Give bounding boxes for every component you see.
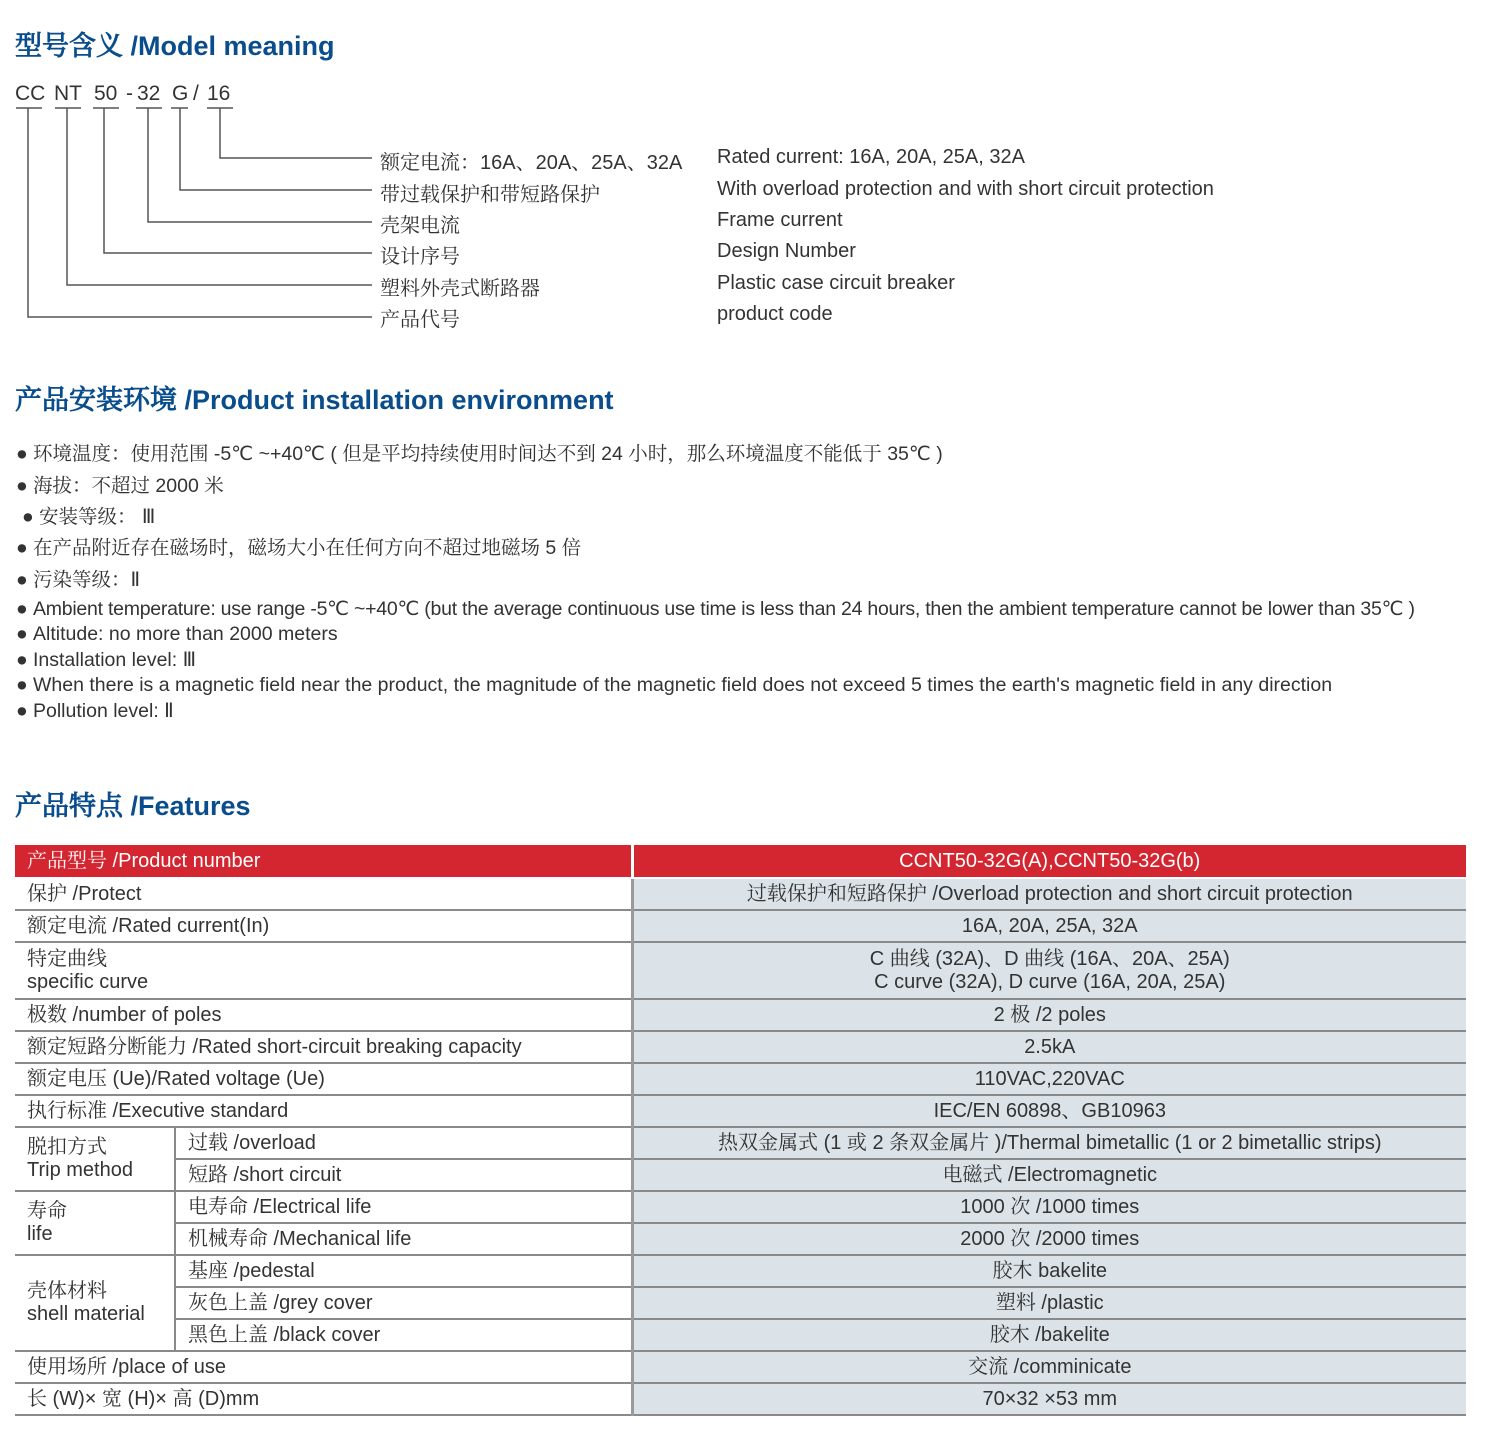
def-product-code-cn: 产品代号 [380, 309, 460, 331]
leader-rated-current [220, 108, 372, 158]
table-row [15, 1191, 1466, 1223]
env-en-text: Installation level: Ⅲ [33, 649, 197, 671]
env-en-text: When there is a magnetic field near the product, the magnitude of the magnetic field does not exceed 5 times the earth's magnetic field in any direction [33, 674, 1333, 696]
trip-label-en: Trip method [27, 1159, 133, 1181]
env-cn-item [16, 438, 943, 466]
bullet-icon: ● [16, 475, 28, 497]
bullet-icon: ● [16, 674, 28, 696]
env-en-item [16, 648, 196, 672]
dimensions-label: 长 (W)× 宽 (H)× 高 (D)mm [15, 1383, 632, 1415]
table-header-row [15, 845, 1466, 878]
env-en-text: Altitude: no more than 2000 meters [33, 623, 338, 645]
table-row [15, 999, 1466, 1031]
black-cover-label: 黑色上盖 /black cover [175, 1319, 632, 1351]
trip-label [15, 1127, 175, 1191]
voltage-label: 额定电压 (Ue)/Rated voltage (Ue) [15, 1063, 632, 1095]
env-cn-item [22, 501, 155, 529]
def-design-number-cn: 设计序号 [380, 246, 460, 268]
curve-value [632, 942, 1466, 999]
leader-frame-current [148, 108, 372, 222]
grey-cover-value: 塑料 /plastic [632, 1287, 1466, 1319]
code-part-slash: / [193, 82, 199, 105]
env-cn-item [16, 532, 581, 560]
def-protection-cn: 带过载保护和带短路保护 [380, 184, 600, 206]
pedestal-value: 胶木 bakelite [632, 1255, 1466, 1287]
def-plastic-case-en: Plastic case circuit breaker [717, 272, 955, 294]
def-protection-en: With overload protection and with short circuit protection [717, 178, 1214, 200]
protect-value: 过载保护和短路保护 /Overload protection and short circuit protection [632, 878, 1466, 910]
curve-label [15, 942, 632, 999]
protect-label: 保护 /Protect [15, 878, 632, 910]
model-meaning-title: 型号含义 /Model meaning [15, 31, 335, 61]
code-part-cc: CC [15, 82, 46, 105]
code-part-dash: - [126, 82, 133, 105]
bullet-icon: ● [22, 506, 34, 528]
shell-label-en: shell material [27, 1303, 145, 1325]
poles-value: 2 极 /2 poles [632, 999, 1466, 1031]
pedestal-label: 基座 /pedestal [175, 1255, 632, 1287]
mechanical-life-value: 2000 次 /2000 times [632, 1223, 1466, 1255]
place-label: 使用场所 /place of use [15, 1351, 632, 1383]
breaking-value: 2.5kA [632, 1031, 1466, 1063]
standard-label: 执行标准 /Executive standard [15, 1095, 632, 1127]
code-part-50: 50 [94, 82, 118, 105]
code-part-16: 16 [207, 82, 231, 105]
grey-cover-label: 灰色上盖 /grey cover [175, 1287, 632, 1319]
table-row [15, 1223, 1466, 1255]
env-en-item [16, 699, 174, 723]
env-en-item [16, 597, 1415, 621]
features-table [15, 845, 1466, 1416]
table-row [15, 1127, 1466, 1159]
place-value: 交流 /comminicate [632, 1351, 1466, 1383]
bullet-icon: ● [16, 537, 28, 559]
table-row [15, 878, 1466, 910]
environment-title: 产品安装环境 /Product installation environment [15, 385, 614, 415]
bullet-icon: ● [16, 649, 28, 671]
table-row [15, 1255, 1466, 1287]
trip-label-cn: 脱扣方式 [27, 1136, 107, 1158]
model-code-diagram [0, 0, 400, 330]
env-cn-item [16, 564, 140, 592]
table-row [15, 1159, 1466, 1191]
table-row [15, 910, 1466, 942]
mechanical-life-label: 机械寿命 /Mechanical life [175, 1223, 632, 1255]
table-row [15, 1383, 1466, 1415]
curve-value-en: C curve (32A), D curve (16A, 20A, 25A) [874, 970, 1226, 993]
trip-short-value: 电磁式 /Electromagnetic [632, 1159, 1466, 1191]
shell-label-cn: 壳体材料 [27, 1280, 107, 1302]
curve-label-cn: 特定曲线 [27, 947, 107, 970]
standard-value: IEC/EN 60898、GB10963 [632, 1095, 1466, 1127]
poles-label: 极数 /number of poles [15, 999, 632, 1031]
rated-current-label: 额定电流 /Rated current(In) [15, 910, 632, 942]
electrical-life-label: 电寿命 /Electrical life [175, 1191, 632, 1223]
leader-design-number [104, 108, 372, 253]
table-row [15, 1031, 1466, 1063]
code-part-32: 32 [137, 82, 161, 105]
def-frame-current-cn: 壳架电流 [380, 215, 460, 237]
env-cn-item [16, 470, 224, 498]
env-cn-text: 环境温度：使用范围 -5℃ ~+40℃ ( 但是平均持续使用时间达不到 24 小时，那么环境温度不能低于 35℃ ) [33, 443, 943, 465]
electrical-life-value: 1000 次 /1000 times [632, 1191, 1466, 1223]
header-value: CCNT50-32G(A),CCNT50-32G(b) [632, 845, 1466, 878]
table-row [15, 1095, 1466, 1127]
dimensions-value: 70×32 ×53 mm [632, 1383, 1466, 1415]
env-cn-text: 海拔：不超过 2000 米 [33, 475, 224, 497]
life-label-en: life [27, 1223, 53, 1245]
env-cn-text: 污染等级：Ⅱ [33, 569, 141, 591]
trip-short-label: 短路 /short circuit [175, 1159, 632, 1191]
trip-overload-value: 热双金属式 (1 或 2 条双金属片 )/Thermal bimetallic (1 or 2 bimetallic strips) [632, 1127, 1466, 1159]
def-design-number-en: Design Number [717, 240, 856, 262]
def-frame-current-en: Frame current [717, 209, 843, 231]
black-cover-value: 胶木 /bakelite [632, 1319, 1466, 1351]
env-en-item [16, 623, 338, 646]
table-row [15, 1319, 1466, 1351]
breaking-label: 额定短路分断能力 /Rated short-circuit breaking capacity [15, 1031, 632, 1063]
def-product-code-en: product code [717, 303, 833, 325]
voltage-value: 110VAC,220VAC [632, 1063, 1466, 1095]
table-row [15, 1063, 1466, 1095]
bullet-icon: ● [16, 623, 28, 645]
env-cn-text: 安装等级： Ⅲ [39, 506, 156, 528]
trip-overload-label: 过载 /overload [175, 1127, 632, 1159]
code-part-nt: NT [54, 82, 82, 105]
def-plastic-case-cn: 塑料外壳式断路器 [380, 278, 540, 300]
def-rated-current-en: Rated current: 16A, 20A, 25A, 32A [717, 146, 1025, 168]
leader-protection [180, 108, 372, 190]
curve-label-en: specific curve [27, 970, 149, 993]
env-en-item [16, 674, 1332, 697]
table-row [15, 942, 1466, 999]
life-label [15, 1191, 175, 1255]
bullet-icon: ● [16, 598, 28, 620]
table-row [15, 1351, 1466, 1383]
bullet-icon: ● [16, 569, 28, 591]
env-cn-text: 在产品附近存在磁场时，磁场大小在任何方向不超过地磁场 5 倍 [33, 537, 582, 559]
features-title: 产品特点 /Features [15, 791, 251, 821]
life-label-cn: 寿命 [27, 1200, 67, 1222]
def-rated-current-cn: 额定电流：16A、20A、25A、32A [380, 152, 683, 174]
code-part-g: G [172, 82, 189, 105]
bullet-icon: ● [16, 700, 28, 722]
table-row [15, 1287, 1466, 1319]
header-label: 产品型号 /Product number [15, 845, 632, 878]
curve-value-cn: C 曲线 (32A)、D 曲线 (16A、20A、25A) [869, 947, 1230, 970]
rated-current-value: 16A, 20A, 25A, 32A [632, 910, 1466, 942]
bullet-icon: ● [16, 443, 28, 465]
env-en-text: Pollution level: Ⅱ [33, 700, 174, 722]
env-en-text: Ambient temperature: use range -5℃ ~+40℃ (but the average continuous use time is less than 24 hours, then the ambient temperature cannot be lower than 35℃ ) [33, 598, 1415, 620]
shell-label [15, 1255, 175, 1351]
